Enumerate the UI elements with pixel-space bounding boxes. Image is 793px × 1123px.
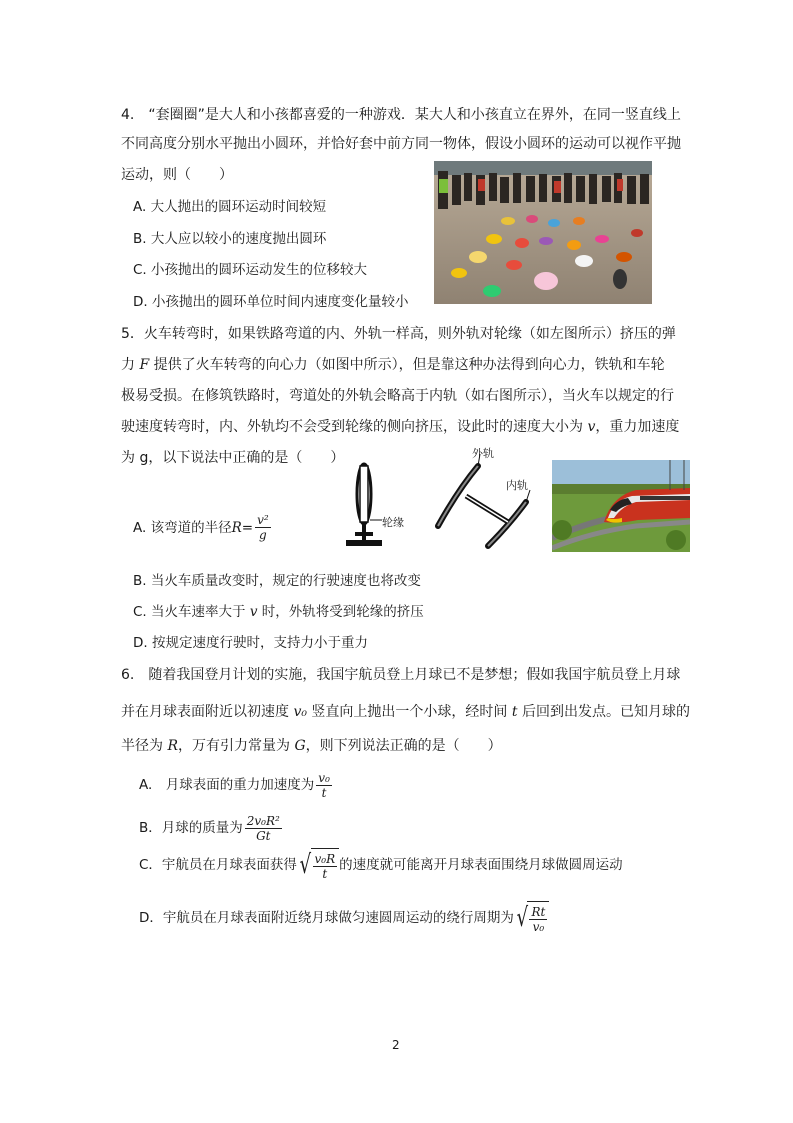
q5-option-d: D. 按规定速度行驶时，支持力小于重力 [133, 635, 368, 651]
wheel-flange-label: 轮缘 [382, 516, 404, 529]
q5-option-b: B. 当火车质量改变时，规定的行驶速度也将改变 [133, 573, 421, 589]
q4-stem-line-3: 运动，则（ ） [121, 167, 233, 183]
q4-option-d: D. 小孩抛出的圆环单位时间内速度变化量较小 [133, 294, 409, 310]
ring-toss-photo [434, 161, 652, 304]
q5-stem-line-4: 驶速度转弯时，内、外轨均不会受到轮缘的侧向挤压，设此时的速度大小为 v，重力加速度 [121, 419, 680, 435]
q6-option-b-fraction: $\frac{\text{2v₀R²}}{Gt}$ [246, 813, 280, 843]
q5-stem-line-1: 5．火车转弯时，如果铁路弯道的内、外轨一样高，则外轨对轮缘（如左图所示）挤压的弹 [121, 326, 676, 342]
q6-option-b: B．月球的质量为 $\frac{\text{2v₀R²}}{Gt}$ [139, 813, 280, 843]
q4-option-b: B. 大人应以较小的速度抛出圆环 [133, 231, 327, 247]
q6-option-c-sqrt: √ $\frac{\text{v₀R}}{t}$ [297, 848, 339, 882]
q5-option-a-fraction: $\frac{\text{v²}}{g}$ [257, 513, 269, 542]
q6-stem-line-1: 6. 随着我国登月计划的实施，我国宇航员登上月球已不是梦想；假如我国宇航员登上月球 [121, 667, 681, 683]
q6-stem-line-2: 并在月球表面附近以初速度 v₀ 竖直向上抛出一个小球，经时间 t 后回到出发点。已知月球的 [121, 704, 690, 720]
banked-track-diagram [430, 450, 540, 550]
q6-option-d: D．宇航员在月球表面附近绕月球做匀速圆周运动的绕行周期为 √ $\frac{Rt}{\text{v₀}}$ [139, 898, 549, 938]
q4-option-c: C. 小孩抛出的圆环运动发生的位移较大 [133, 262, 368, 278]
q6-option-d-sqrt: √ $\frac{Rt}{\text{v₀}}$ [514, 901, 549, 935]
inner-rail-label: 内轨 [506, 479, 528, 492]
q6-stem-line-3: 半径为 R，万有引力常量为 G，则下列说法正确的是（ ） [121, 738, 502, 754]
q4-stem-line-1: 4. “套圈圈”是大人和小孩都喜爱的一种游戏．某大人和小孩直立在界外，在同一竖直线上 [121, 107, 681, 123]
page-number: 2 [392, 1038, 400, 1052]
train-photo [552, 460, 690, 552]
q5-stem-line-3: 极易受损。在修筑铁路时，弯道处的外轨会略高于内轨（如右图所示），当火车以规定的行 [121, 388, 674, 404]
q4-option-a: A. 大人抛出的圆环运动时间较短 [133, 199, 327, 215]
q5-option-a: A. 该弯道的半径 R = $\frac{\text{v²}}{g}$ [133, 513, 269, 542]
q6-option-c: C．宇航员在月球表面获得 √ $\frac{\text{v₀R}}{t}$ 的速度就可能离开月球表面围绕月球做圆周运动 [139, 850, 623, 881]
q6-option-a-fraction: $\frac{\text{v₀}}{t}$ [318, 770, 330, 800]
q5-option-c: C. 当火车速率大于 v 时，外轨将受到轮缘的挤压 [133, 604, 424, 620]
q5-stem-line-5: 为 g，以下说法中正确的是（ ） [121, 450, 345, 466]
wheel-flange-diagram [340, 460, 410, 552]
outer-rail-label: 外轨 [472, 447, 494, 460]
q5-stem-line-2: 力 F 提供了火车转弯的向心力（如图中所示），但是靠这种办法得到向心力，铁轨和车轮 [121, 357, 665, 373]
q6-option-a: A. 月球表面的重力加速度为 $\frac{\text{v₀}}{t}$ [139, 770, 330, 800]
q4-stem-line-2: 不同高度分别水平抛出小圆环，并恰好套中前方同一物体，假设小圆环的运动可以视作平抛 [121, 136, 681, 152]
